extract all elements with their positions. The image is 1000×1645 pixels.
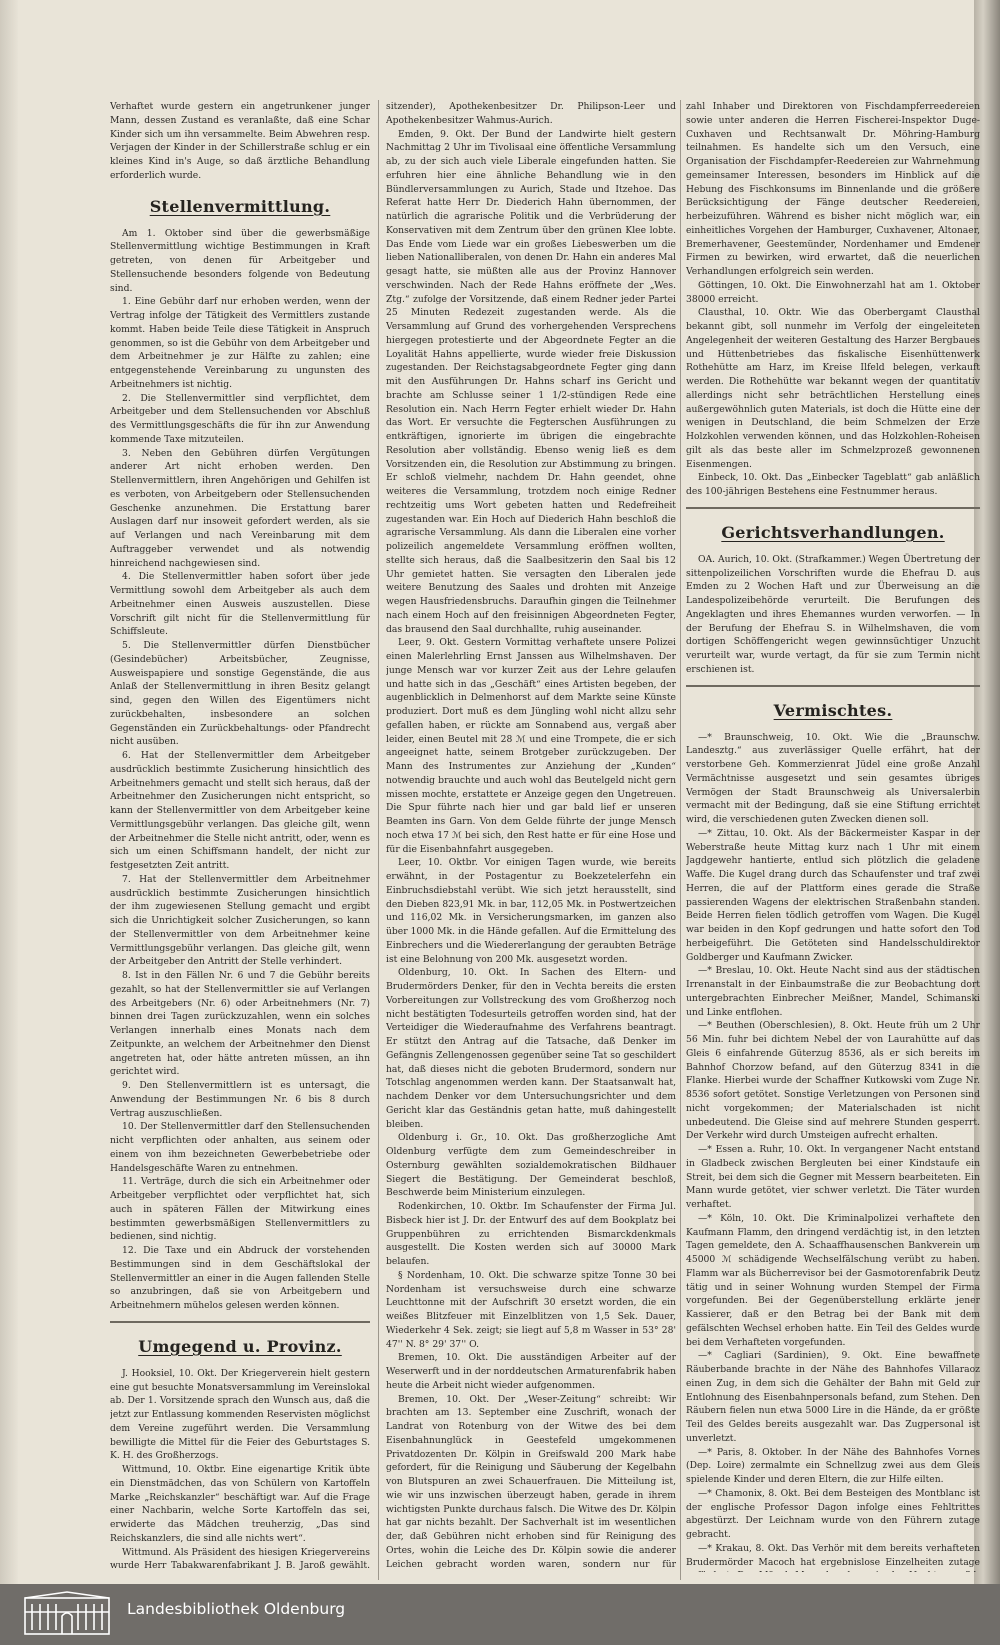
paragraph: Oldenburg, 10. Okt. In Sachen des Eltern- und Brudermörders Denker, für den in Vechta bereits die ersten Vorbereitungen zur Vollstreckung des vom Großherzog noch nicht bestätigten Todesurteils getroffen worden sind, hat der Verteidiger die Wiederaufnahme des Verfahrens beantragt. Er stützt den Antrag auf die Tatsache, daß Denker im Gefängnis Zellengenossen gegenüber seine Tat so geschildert hat, daß dieses nicht die geboten Brudermord, sondern nur Totschlag angenommen werden kann. Der Staatsanwalt hat, nachdem Denker vor dem Untersuchungsrichter und dem Gericht klar das Geständnis getan hatte, muß dahingestellt bleiben. (386, 967, 676, 1130)
paragraph: Bremen, 10. Okt. Der „Weser-Zeitung“ schreibt: Wir brachten am 13. September eine Zuschrift, wonach der Landrat von Rotenburg von der Witwe des bei dem Eisenbahnunglück in Geestefeld umgekommenen Privatdozenten Dr. Kölpin in Greifswald 200 Mark habe gefordert, für die Reinigung und Säuberung der Kegelbahn von Blutspuren an zwei Schauerfrauen. Die Mitteilung ist, wie wir uns inzwischen überzeugt haben, gerade in ihrem wichtigsten Punkte durchaus falsch. Die Witwe des Dr. Kölpin hat gar nichts bezahlt. Der Sachverhalt ist im wesentlichen der, daß Gebühren nicht erhoben sind für Reinigung des Ortes, wohin die Leiche des Dr. Kölpin sowie die anderer Leichen gebracht worden waren, sondern nur für (386, 1393, 676, 1570)
paragraph: zahl Inhaber und Direktoren von Fischdampferreedereien sowie unter anderen die Herren Fischerei-Inspektor Duge-Cuxhaven und Rechtsanwalt Dr. Möhring-Hamburg teilnahmen. Es handelte sich um den Versuch, eine Organisation der Fischdampfer-Reedereien zur Wahrnehmung gemeinsamer Interessen, besonders im Hinblick auf die Hebung des Fischkonsums im Binnenlande und die größere Berücksichtigung der Fänge deutscher Reedereien, herbeizuführen. Während es bisher nicht möglich war, ein einheitliches Vorgehen der Hamburger, Cuxhavener, Altonaer, Bremerhavener, Geestemünder, Nordenhamer und Emdener Firmen zu bewirken, wird erwartet, daß die neuerlichen Verhandlungen erfolgreich sein werden. (686, 101, 980, 277)
column-right (686, 100, 980, 1572)
paragraph: 5. Die Stellenvermittler dürfen Dienstbücher (Gesindebücher) Arbeitsbücher, Zeugnisse, Ausweispapiere und sonstige Gegenstände, die aus Anlaß der Stellenvermittlung in ihren Besitz gelangt sind, gegen den Willen des Eigentümers nicht zurückbehalten, insbesondere an solchen Gegenständen ein Zurückbehaltungs- oder Pfandrecht nicht ausüben. (110, 640, 370, 748)
section-heading: Vermischtes. (773, 700, 893, 720)
column-left (110, 100, 370, 1572)
paragraph: Leer, 10. Oktbr. Vor einigen Tagen wurde, wie bereits erwähnt, in der Postagentur zu Boekzetelerfehn ein Einbruchsdiebstahl verübt. Wie sich jetzt herausstellt, sind den Dieben 823,91 Mk. in bar, 112,05 Mk. in Postwertzeichen und 116,02 Mk. in Versicherungsmarken, im ganzen also über 1000 Mk. in die Hände gefallen. Auf die Ermittelung des Einbrechers und die Wiedererlangung der geraubten Beträge ist eine Belohnung von 200 Mk. ausgesetzt worden. (386, 857, 676, 965)
column-divider (378, 100, 379, 1580)
paragraph: Am 1. Oktober sind über die gewerbsmäßige Stellenvermittlung wichtige Bestimmungen in Kraft getreten, von denen für Arbeitgeber und Stellensuchende besonders folgende von Bedeutung sind. (110, 227, 370, 294)
paragraph: —* Essen a. Ruhr, 10. Okt. In vergangener Nacht entstand in Gladbeck zwischen Bergleuten bei einer Kindstaufe ein Streit, bei dem sich die Gegner mit Messern bearbeiteten. Ein Mann wurde getötet, vier schwer verletzt. Die Täter wurden verhaftet. (686, 1144, 980, 1210)
paragraph: § Nordenham, 10. Okt. Die schwarze spitze Tonne 30 bei Nordenham ist versuchsweise durch eine schwarze Leuchttonne mit der Aufschrift 30 ersetzt worden, die ein weißes Blitzfeuer mit Einzelblitzen von 1,5 Sek. Dauer, Wiederkehr 4 Sek. zeigt; sie liegt auf 5,8 m Wasser in 53° 28' 47'' N. 8° 29' 37'' O. (386, 1269, 676, 1350)
section-heading: Gerichtsverhandlungen. (721, 522, 945, 542)
library-building-logo (22, 1590, 112, 1638)
section-divider (686, 507, 980, 509)
paragraph: —* Beuthen (Oberschlesien), 8. Okt. Heute früh um 2 Uhr 56 Min. fuhr bei dichtem Nebel der von Laurahütte auf das Gleis 6 einfahrende Güterzug 8536, als er sich bereits im Bahnhof Chorzow befand, auf den Güterzug 8341 in die Flanke. Hierbei wurde der Schaffner Kutkowski vom Zuge Nr. 8536 sofort getötet. Sonstige Verletzungen von Personen sind nicht vorgekommen; der Materialschaden ist nicht unbedeutend. Die Gleise sind auf mehrere Stunden gesperrt. Der Verkehr wird durch Umsteigen aufrecht erhalten. (686, 1020, 980, 1142)
section-heading: Umgegend u. Provinz. (138, 1336, 342, 1356)
paragraph: sitzender), Apothekenbesitzer Dr. Philipson-Leer und Apothekenbesitzer Wahmus-Aurich. (386, 101, 676, 126)
paragraph: —* Breslau, 10. Okt. Heute Nacht sind aus der städtischen Irrenanstalt in der Einbaumstraße die zur Beobachtung dort untergebrachten Einbrecher Meißner, Mandel, Schimanski und Linke entflohen. (686, 965, 980, 1018)
paragraph: J. Hooksiel, 10. Okt. Der Kriegerverein hielt gestern eine gut besuchte Monatsversammlung im Vereinslokal ab. Der 1. Vorsitzende sprach den Wunsch aus, daß die jetzt zur Entlassung kommenden Reservisten möglichst dem Vereine zugeführt werden. Die Versammlung bewilligte die Mittel für die Feier des Geburtstages S. K. H. des Großherzogs. (110, 1367, 370, 1462)
paragraph: Bremen, 10. Okt. Die ausständigen Arbeiter auf der Weserwerft und in der norddeutschen Armaturenfabrik haben heute die Arbeit nicht wieder aufgenommen. (386, 1352, 676, 1391)
paragraph: 2. Die Stellenvermittler sind verpflichtet, dem Arbeitgeber und dem Stellensuchenden vor Abschluß des Vermittlungsgeschäfts die für ihn zur Anwendung kommende Taxe mitzuteilen. (110, 392, 370, 445)
paragraph: Clausthal, 10. Oktr. Wie das Oberbergamt Clausthal bekannt gibt, soll nunmehr im Verfolg der eingeleiteten Angelegenheit der weiteren Gestaltung des Harzer Bergbaues und Hüttenbetriebes das fiskalische Eisenhüttenwerk Rothehütte am Harz, im Kreise Ilfeld belegen, verkauft werden. Die Rothehütte war bekannt wegen der quantitativ allerdings nicht sehr beträchtlichen Herstellung eines außergewöhnlich guten Materials, ist doch die Hütte eine der wenigen in Deutschland, die beim Schmelzen der Erze Holzkohlen verwenden können, und das Holzkohlen-Roheisen gilt als das beste aller im Schmelzprozeß gewonnenen Eisenmengen. (686, 307, 980, 470)
column-middle (386, 100, 676, 1572)
paragraph: —* Paris, 8. Oktober. In der Nähe des Bahnhofes Vornes (Dep. Loire) zermalmte ein Schnellzug zwei aus dem Gleis spielende Kinder und deren Eltern, die zur Hilfe eilten. (686, 1446, 980, 1485)
paragraph: 8. Ist in den Fällen Nr. 6 und 7 die Gebühr bereits gezahlt, so hat der Stellenvermittler sie auf Verlangen des Arbeitgebers (Nr. 6) oder Arbeitnehmers (Nr. 7) binnen drei Tagen zurückzuzahlen, wenn ein solches Verlangen innerhalb eines Monats nach dem Zeitpunkte, an welchem der Arbeitnehmer den Dienst angetreten hat, oder hätte antreten müssen, an ihn gerichtet wird. (110, 970, 370, 1078)
section-divider (686, 685, 980, 687)
section-divider (110, 1321, 370, 1323)
paragraph: 12. Die Taxe und ein Abdruck der vorstehenden Bestimmungen sind in dem Geschäftslokal der Stellenvermittler an einer in die Augen fallenden Stelle so anzubringen, daß sie von Arbeitgebern und Arbeitnehmern mühelos gelesen werden können. (110, 1245, 370, 1311)
article-body (110, 227, 370, 1313)
paragraph: Göttingen, 10. Okt. Die Einwohnerzahl hat am 1. Oktober 38000 erreicht. (686, 279, 980, 305)
library-name: Landesbibliothek Oldenburg (127, 1600, 346, 1618)
section-heading: Stellenvermittlung. (149, 196, 331, 216)
paragraph: 6. Hat der Stellenvermittler dem Arbeitgeber ausdrücklich bestimmte Zusicherung hinsichtlich des Arbeitnehmers gemacht und stellt sich heraus, daß der Arbeitnehmer den Zusicherungen nicht entspricht, so kann der Stellenvermittler von dem Arbeitgeber keine Vermittlungsgebühr verlangen. Das gleiche gilt, wenn der Arbeitnehmer die Stelle nicht antritt, oder, wenn es sich um einen Schiffsmann handelt, der nicht zur festgesetzten Zeit antritt. (110, 750, 370, 871)
paragraph: 4. Die Stellenvermittler haben sofort über jede Vermittlung sowohl dem Arbeitgeber als auch dem Arbeitnehmer einen Ausweis auszustellen. Diese Vorschrift gilt nicht für die Stellenvermittlung für Schiffsleute. (110, 571, 370, 638)
paragraph: —* Zittau, 10. Okt. Als der Bäckermeister Kaspar in der Weberstraße heute Mittag kurz nach 1 Uhr mit einem Jagdgewehr hantierte, entlud sich plötzlich die geladene Waffe. Die Kugel drang durch das Schaufenster und traf zwei Herren, die auf der Plattform eines gerade die Straße passierenden Wagens der elektrischen Straßenbahn standen. Beide Herren fielen tödlich getroffen vom Wagen. Die Kugel war beiden in den Kopf gedrungen und hatte sofort den Tod herbeigeführt. Die Getöteten sind Handelsschuldirektor Goldberger und Kaufmann Zwicker. (686, 827, 980, 963)
article-intro: Verhaftet wurde gestern ein angetrunkener junger Mann, dessen Zustand es veranlaßte, daß eine Schar Kinder sich um ihn versammelte. Beim Abwehren resp. Verjagen der Kinder in der Schillerstraße schlug er ein kleines Kind in's Auge, so daß ärztliche Behandlung erforderlich wurde. (110, 101, 370, 181)
paragraph: Wittmund. Als Präsident des hiesigen Kriegervereins wurde Herr Tabakwarenfabrikant J. B. Jaroß gewählt. (110, 1546, 370, 1572)
paragraph: —* Cagliari (Sardinien), 9. Okt. Eine bewaffnete Räuberbande brachte in der Nähe des Bahnhofes Villaraoz einen Zug, in dem sich die Gehälter der Bahn mit Geld zur Entlohnung des Eisenbahnpersonals befand, zum Stehen. Den Räubern fielen nun etwa 5000 Lire in die Hände, da er größte Teil des Geldes bereits ausgezahlt war. Das Zugpersonal ist unverletzt. (686, 1350, 980, 1444)
paragraph: OA. Aurich, 10. Okt. (Strafkammer.) Wegen Übertretung der sittenpolizeilichen Vorschriften wurde die Ehefrau D. aus Emden zu 2 Wochen Haft und zur Überweisung an die Landespolizeibehörde verurteilt. Die Berufungen des Angeklagten und ihres Ehemannes wurden verworfen. — In der Berufung der Ehefrau S. in Wilhelmshaven, die vom dortigen Schöffengericht wegen gewinnsüchtiger Unzucht verurteilt war, wurde vertagt, da für sie zum Termin nicht erschienen ist. (686, 553, 980, 675)
paragraph: Wittmund, 10. Oktbr. Eine eigenartige Kritik übte ein Dienstmädchen, das von Schülern von Kartoffeln Marke „Reichskanzler“ beschäftigt war. Auf die Frage einer Nachbarin, welche Sorte Kartoffeln das sei, erwiderte das Mädchen treuherzig, „Das sind Reichskanzlers, die sind alle nichts wert“. (110, 1464, 370, 1544)
paragraph: 3. Neben den Gebühren dürfen Vergütungen anderer Art nicht erhoben werden. Den Stellenvermittlern, ihren Angehörigen und Gehilfen ist es verboten, von Arbeitgebern oder Stellensuchenden Geschenke anzunehmen. Die Erstattung barer Auslagen darf nur insoweit gefordert werden, als sie auf Verlangen und nach Vereinbarung mit dem Auftraggeber verwendet und als notwendig hinreichend nachgewiesen sind. (110, 447, 370, 569)
paragraph: Rodenkirchen, 10. Oktbr. Im Schaufenster der Firma Jul. Bisbeck hier ist J. Dr. der Entwurf des auf dem Bookplatz bei Gruppenbühren zu errichtenden Bismarckdenkmals ausgestellt. Die Kosten werden sich auf 30000 Mark belaufen. (386, 1201, 676, 1267)
paragraph: Oldenburg i. Gr., 10. Okt. Das großherzogliche Amt Oldenburg verfügte dem zum Gemeindeschreiber in Osternburg gewählten sozialdemokratischen Bildhauer Siegert die Bestätigung. Der Gemeinderat beschloß, Beschwerde beim Ministerium einzulegen. (386, 1132, 676, 1199)
paragraph: 9. Den Stellenvermittlern ist es untersagt, die Anwendung der Bestimmungen Nr. 6 bis 8 durch Vertrag auszuschließen. (110, 1080, 370, 1119)
article-body (110, 1367, 370, 1572)
paragraph: Leer, 9. Okt. Gestern Vormittag verhaftete unsere Polizei einen Malerlehrling Ernst Janssen aus Wilhelmshaven. Der junge Mensch war vor kurzer Zeit aus der Lehre gelaufen und hatte sich in das „Geschäft“ eines Artisten begeben, der augenblicklich in Delmenhorst auf dem Markte seine Künste produziert. Dort muß es dem Jüngling wohl nicht allzu sehr gefallen haben, er rückte am Sonnabend aus, vergaß aber leider, einen Beutel mit 28 ℳ und eine Trompete, die er sich angeeignet hatte, seinem Brotgeber zurückzugeben. Der Mann des Instrumentes zur Anziehung der „Kunden“ notwendig brauchte und auch wohl das Beutelgeld nicht gern missen mochte, erstattete er Anzeige gegen den Ungetreuen. Die Spur führte nach hier und gar bald lief er unseren Beamten ins Garn. Von dem Gelde führte der junge Mensch noch etwa 17 ℳ bei sich, den Rest hatte er für eine Hose und für die Eisenbahnfahrt ausgegeben. (386, 637, 676, 855)
paragraph: 1. Eine Gebühr darf nur erhoben werden, wenn der Vertrag infolge der Tätigkeit des Vermittlers zustande kommt. Haben beide Teile diese Tätigkeit in Anspruch genommen, so ist die Gebühr von dem Arbeitgeber und dem Arbeitnehmer je zur Hälfte zu zahlen; eine entgegenstehende Vereinbarung zu ungunsten des Arbeitnehmers ist nichtig. (110, 296, 370, 390)
paragraph: —* Braunschweig, 10. Okt. Wie die „Braunschw. Landesztg.“ aus zuverlässiger Quelle erfährt, hat der verstorbene Geh. Kommerzienrat Jüdel eine große Anzahl Vermächtnisse ausgesetzt und sein gesamtes übriges Vermögen der Stadt Braunschweig als Universalerbin vermacht mit der Bedingung, daß sie eine Stiftung errichtet wird, die verschiedenen guten Zwecken dienen soll. (686, 731, 980, 825)
column-divider (680, 100, 681, 1580)
paragraph: —* Köln, 10. Okt. Die Kriminalpolizei verhaftete den Kaufmann Flamm, den dringend verdächtig ist, in den letzten Tagen gemeldete, den A. Schaaffhausenschen Bankverein um 45000 ℳ schädigende Wechselfälschung verübt zu haben. Flamm war als Bücherrevisor bei der Gasmotorenfabrik Deutz tätig und in seiner Wohnung wurden Stempel der Firma vorgefunden. Bei der Gegenüberstellung erklärte jener Kassierer, daß er den Betrag bei der Bank mit dem gefälschten Wechsel erhoben hatte. Ein Teil des Geldes wurde bei dem Verhafteten vorgefunden. (686, 1212, 980, 1348)
paragraph: —* Chamonix, 8. Okt. Bei dem Besteigen des Montblanc ist der englische Professor Dagon infolge eines Fehltrittes abgestürzt. Der Leichnam wurde von den Führern zutage gebracht. (686, 1487, 980, 1540)
page-left-edge (0, 0, 18, 1645)
paragraph: Emden, 9. Okt. Der Bund der Landwirte hielt gestern Nachmittag 2 Uhr im Tivolisaal eine öffentliche Versammlung ab, zu der sich auch viele Liberale eingefunden hatten. Sie erfuhren hier eine ähnliche Behandlung wie in den Bündlerversammlungen zu Aurich, Stade und Itzehoe. Das Referat hatte Herr Dr. Diederich Hahn übernommen, der natürlich die agrarische Politik und die Verbrüderung der Konservativen mit dem Zentrum über den grünen Klee lobte. Das Ende vom Liede war ein großes Liebeswerben um die lieben Nationalliberalen, von denen Dr. Hahn ein anderes Mal gesagt hatte, sie müßten alle aus der Provinz Hannover verschwinden. Nach der Rede Hahns eröffnete der „Wes. Ztg.“ zufolge der Vorsitzende, daß einem Redner jeder Partei 25 Minuten Redezeit zugestanden werde. Als die Versammlung auf Grund des vorhergehenden Versprechens hiergegen protestierte und der Abgeordnete Fegter an die Loyalität Hahns appellierte, wurde wieder freie Diskussion zugestanden. Der Reichstagsabgeordnete Fegter ging dann mit den Ausführungen Dr. Hahns scharf ins Gericht und brachte am Schlusse seiner 1 1/2-stündigen Rede eine Resolution ein. Nach Herrn Fegter erhielt wieder Dr. Hahn das Wort. Er versuchte die Fegterschen Ausführungen zu entkräftigen, ignorierte im übrigen die eingebrachte Resolution aber vollständig. Ebenso wenig ließ es dem Vorsitzenden ein, die Resolution zur Abstimmung zu bringen. Er schloß vielmehr, nachdem Dr. Hahn geendet, ohne weiteres die Versammlung, trotzdem noch einige Redner rechtzeitig ums Wort gebeten hatten und Redefreiheit zugestanden war. Ein Hoch auf Diederich Hahn beschloß die agrarische Versammlung. Als dann die Liberalen eine vorher polizeilich angemeldete Versammlung eröffnen wollten, stellte sich heraus, daß die Saalbesitzerin den Saal bis 12 Uhr gemietet hatten. Sie versagten den Liberalen jede weitere Benutzung des Saales und drohten mit Anzeige wegen Hausfriedensbruchs. Daraufhin gingen die Teilnehmer nach einem Hoch auf den freisinnigen Abgeordneten Fegter, das brausend den Saal durchhallte, ruhig auseinander. (386, 128, 676, 635)
paragraph: Einbeck, 10. Okt. Das „Einbecker Tageblatt“ gab anläßlich des 100-jährigen Bestehens eine Festnummer heraus. (686, 472, 980, 497)
paragraph: 11. Verträge, durch die sich ein Arbeitnehmer oder Arbeitgeber verpflichtet oder verpflichtet hat, sich auch in späteren Fällen der Mitwirkung eines bestimmten gewerbsmäßigen Stellenvermittlers zu bedienen, sind nichtig. (110, 1176, 370, 1243)
paragraph: —* Krakau, 8. Okt. Das Verhör mit dem bereits verhafteten Brudermörder Macoch hat ergebnislose Einzelheiten zutage (686, 1542, 980, 1568)
paragraph: 7. Hat der Stellenvermittler dem Arbeitnehmer ausdrücklich bestimmte Zusicherungen hinsichtlich der ihm zugewiesenen Stellung gemacht und ergibt sich die Unrichtigkeit solcher Zusicherungen, so kann der Stellenvermittler von dem Arbeitnehmer keine Vermittlungsgebühr verlangen. Das gleiche gilt, wenn der Arbeitgeber den Antritt der Stelle verhindert. (110, 873, 370, 968)
paragraph: 10. Der Stellenvermittler darf den Stellensuchenden nicht verpflichten oder anhalten, aus seinem oder einem von ihm bezeichneten Gewerbebetriebe oder Handelsgeschäfte Waren zu entnehmen. (110, 1121, 370, 1174)
